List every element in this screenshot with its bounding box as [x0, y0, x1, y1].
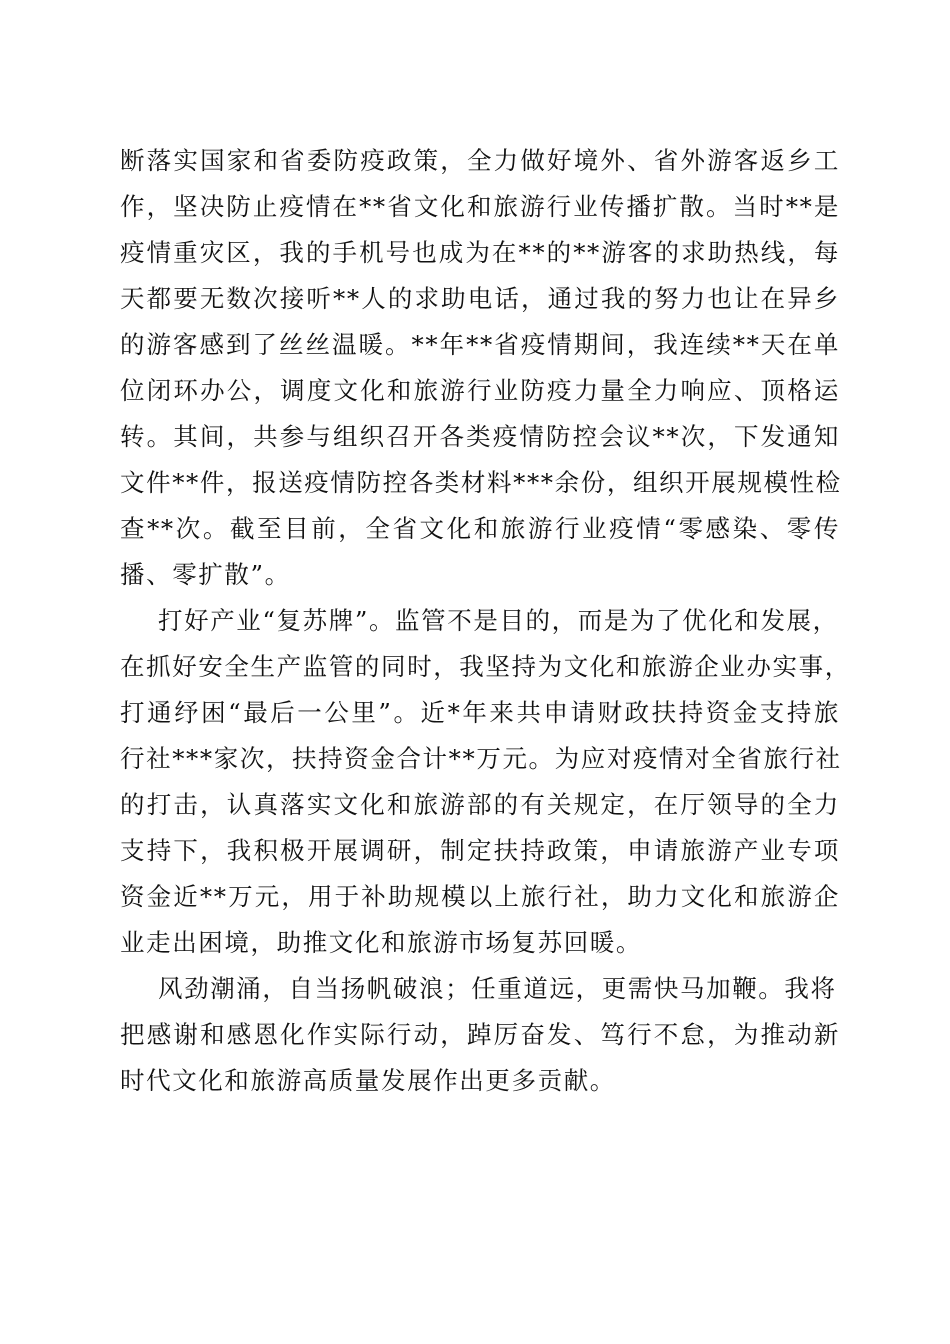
paragraph-3-line-1: 风劲潮涌，自当扬帆破浪；任重道远，更需快马加鞭。我将	[158, 974, 837, 1003]
paragraph-1-line-2: 作，坚决防止疫情在**省文化和旅游行业传播扩散。当时**是	[120, 192, 840, 221]
paragraph-2-line-1: 打好产业“复苏牌”。监管不是目的，而是为了优化和发展，	[158, 606, 839, 635]
paragraph-3-line-2: 把感谢和感恩化作实际行动，踔厉奋发、笃行不怠，为推动新	[120, 1020, 840, 1049]
paragraph-1-line-5: 的游客感到了丝丝温暖。**年**省疫情期间，我连续**天在单	[120, 330, 840, 359]
paragraph-1-line-9: 查**次。截至目前，全省文化和旅游行业疫情“零感染、零传	[120, 514, 840, 543]
document-body	[120, 138, 851, 1104]
paragraph-1-line-7: 转。其间，共参与组织召开各类疫情防控会议**次，下发通知	[120, 422, 840, 451]
paragraph-2-line-8: 业走出困境，助推文化和旅游市场复苏回暖。	[120, 928, 642, 957]
paragraph-1-line-10: 播、零扩散”。	[120, 560, 291, 589]
paragraph-1-line-4: 天都要无数次接听**人的求助电话，通过我的努力也让在异乡	[120, 284, 840, 313]
paragraph-2-line-5: 的打击，认真落实文化和旅游部的有关规定，在厅领导的全力	[120, 790, 840, 819]
paragraph-1-line-1: 断落实国家和省委防疫政策，全力做好境外、省外游客返乡工	[120, 146, 840, 175]
paragraph-2-line-7: 资金近**万元，用于补助规模以上旅行社，助力文化和旅游企	[120, 882, 840, 911]
paragraph-1-line-8: 文件**件，报送疫情防控各类材料***余份，组织开展规模性检	[120, 468, 842, 497]
paragraph-2-line-4: 行社***家次，扶持资金合计**万元。为应对疫情对全省旅行社	[120, 744, 842, 773]
paragraph-3-line-3: 时代文化和旅游高质量发展作出更多贡献。	[120, 1066, 616, 1095]
paragraph-1-line-3: 疫情重灾区，我的手机号也成为在**的**游客的求助热线，每	[120, 238, 840, 267]
paragraph-2-line-6: 支持下，我积极开展调研，制定扶持政策，申请旅游产业专项	[120, 836, 840, 865]
paragraph-1-line-6: 位闭环办公，调度文化和旅游行业防疫力量全力响应、顶格运	[120, 376, 840, 405]
paragraph-2-line-2: 在抓好安全生产监管的同时，我坚持为文化和旅游企业办实事，	[120, 652, 851, 681]
paragraph-2-line-3: 打通纾困“最后一公里”。近*年来共申请财政扶持资金支持旅	[120, 698, 840, 727]
